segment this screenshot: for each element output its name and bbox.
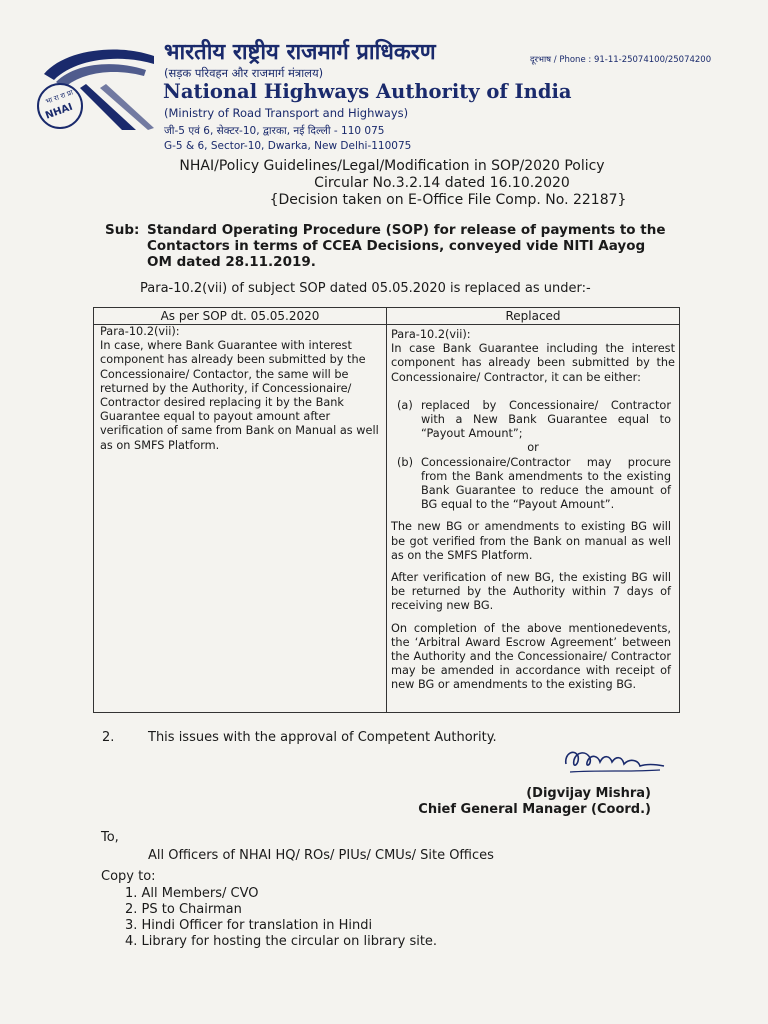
right-para-ref: Para-10.2(vii): — [391, 328, 471, 341]
item-2-text: This issues with the approval of Competent Authority. — [148, 730, 497, 745]
left-para-ref: Para-10.2(vii): — [100, 325, 180, 338]
reference-line-1: NHAI/Policy Guidelines/Legal/Modification in SOP/2020 Policy — [179, 158, 605, 174]
org-subtitle-hindi: (सड़क परिवहन और राजमार्ग मंत्रालय) — [164, 66, 324, 80]
list-item: 4. Library for hosting the circular on library site. — [125, 934, 438, 949]
reference-line-3: {Decision taken on E-Office File Comp. No. 22187} — [269, 192, 627, 208]
subject-text: Standard Operating Procedure (SOP) for release of payments to the Contactors in terms of CCEA Decisions, conveyed vide NITI Aayog OM dated 28.11.2019. — [147, 222, 666, 270]
header-right: Replaced — [505, 309, 561, 323]
org-title-hindi: भारतीय राष्ट्रीय राजमार्ग प्राधिकरण — [164, 40, 436, 65]
right-para-3: After verification of new BG, the existing BG will be returned by the Authority within 7 days of receiving new BG. — [391, 571, 671, 613]
right-intro: In case Bank Guarantee including the interest component has already been submitted by the Concessionaire/ Contractor, it can be either: — [391, 342, 675, 384]
right-para-4: On completion of the above mentionedevents, the ‘Arbitral Award Escrow Agreement’ between the Authority and the Concessionaire/ Contractor may be amended in accordance with receipt of new BG or amendments to the existing BG. — [391, 621, 671, 692]
org-title-english: National Highways Authority of India — [163, 80, 572, 103]
nhai-logo — [36, 44, 156, 134]
ministry-english: (Ministry of Road Transport and Highways) — [164, 106, 409, 120]
option-b-label: (b) — [397, 455, 413, 469]
option-a — [391, 399, 675, 442]
option-a-text: replaced by Concessionaire/ Contractor with a New Bank Guarantee equal to “Payout Amount”; — [421, 398, 671, 441]
left-text: In case, where Bank Guarantee with interest component has already been submitted by the Concessionaire/ Contactor, the same will be returned by the Authority, if Concessionaire/ Contractor desired replacing it by the Bank Guarantee equal to payout amount after verification of same from Bank on Manual as well as on SMFS Platform. — [100, 339, 379, 452]
to-label: To, — [101, 830, 119, 845]
right-para-2: The new BG or amendments to existing BG will be got verified from the Bank on manual as well as on the SMFS Platform. — [391, 520, 671, 562]
option-b — [391, 456, 675, 513]
list-item: 1. All Members/ CVO — [125, 886, 259, 901]
comparison-table — [93, 307, 680, 713]
copy-to-label: Copy to: — [101, 869, 156, 884]
logo-text: NHAI — [44, 101, 75, 122]
signatory-name: (Digvijay Mishra) — [526, 786, 651, 801]
signature — [560, 742, 670, 778]
logo-text-hi: भा रा रा प्रा — [44, 88, 75, 106]
list-item: 2. PS to Chairman — [125, 902, 242, 917]
address-english: G-5 & 6, Sector-10, Dwarka, New Delhi-110075 — [164, 140, 412, 152]
intro-text: Para-10.2(vii) of subject SOP dated 05.05.2020 is replaced as under:- — [140, 281, 591, 296]
address-hindi: जी-5 एवं 6, सेक्टर-10, द्वारका, नई दिल्ली - 110 075 — [164, 125, 385, 137]
reference-line-2: Circular No.3.2.14 dated 16.10.2020 — [314, 175, 570, 191]
header-left: As per SOP dt. 05.05.2020 — [160, 309, 320, 323]
copy-to-list — [125, 886, 437, 950]
cell-replaced — [391, 328, 675, 693]
table-divider — [386, 308, 387, 712]
phone-number: दूरभाष / Phone : 91-11-25074100/25074200 — [530, 55, 712, 65]
signatory-designation: Chief General Manager (Coord.) — [418, 802, 651, 817]
list-item: 3. Hindi Officer for translation in Hindi — [125, 918, 373, 933]
subject-label: Sub: — [105, 222, 140, 238]
option-b-text: Concessionaire/Contractor may procure from the Bank amendments to the existing Bank Guarantee to reduce the amount of BG equal to the “Payout Amount”. — [421, 455, 671, 512]
or-text: or — [527, 441, 539, 455]
to-recipients: All Officers of NHAI HQ/ ROs/ PIUs/ CMUs/ Site Offices — [148, 848, 494, 863]
cell-as-per-sop — [100, 325, 384, 453]
option-a-label: (a) — [397, 398, 413, 412]
item-2-number: 2. — [102, 730, 115, 745]
